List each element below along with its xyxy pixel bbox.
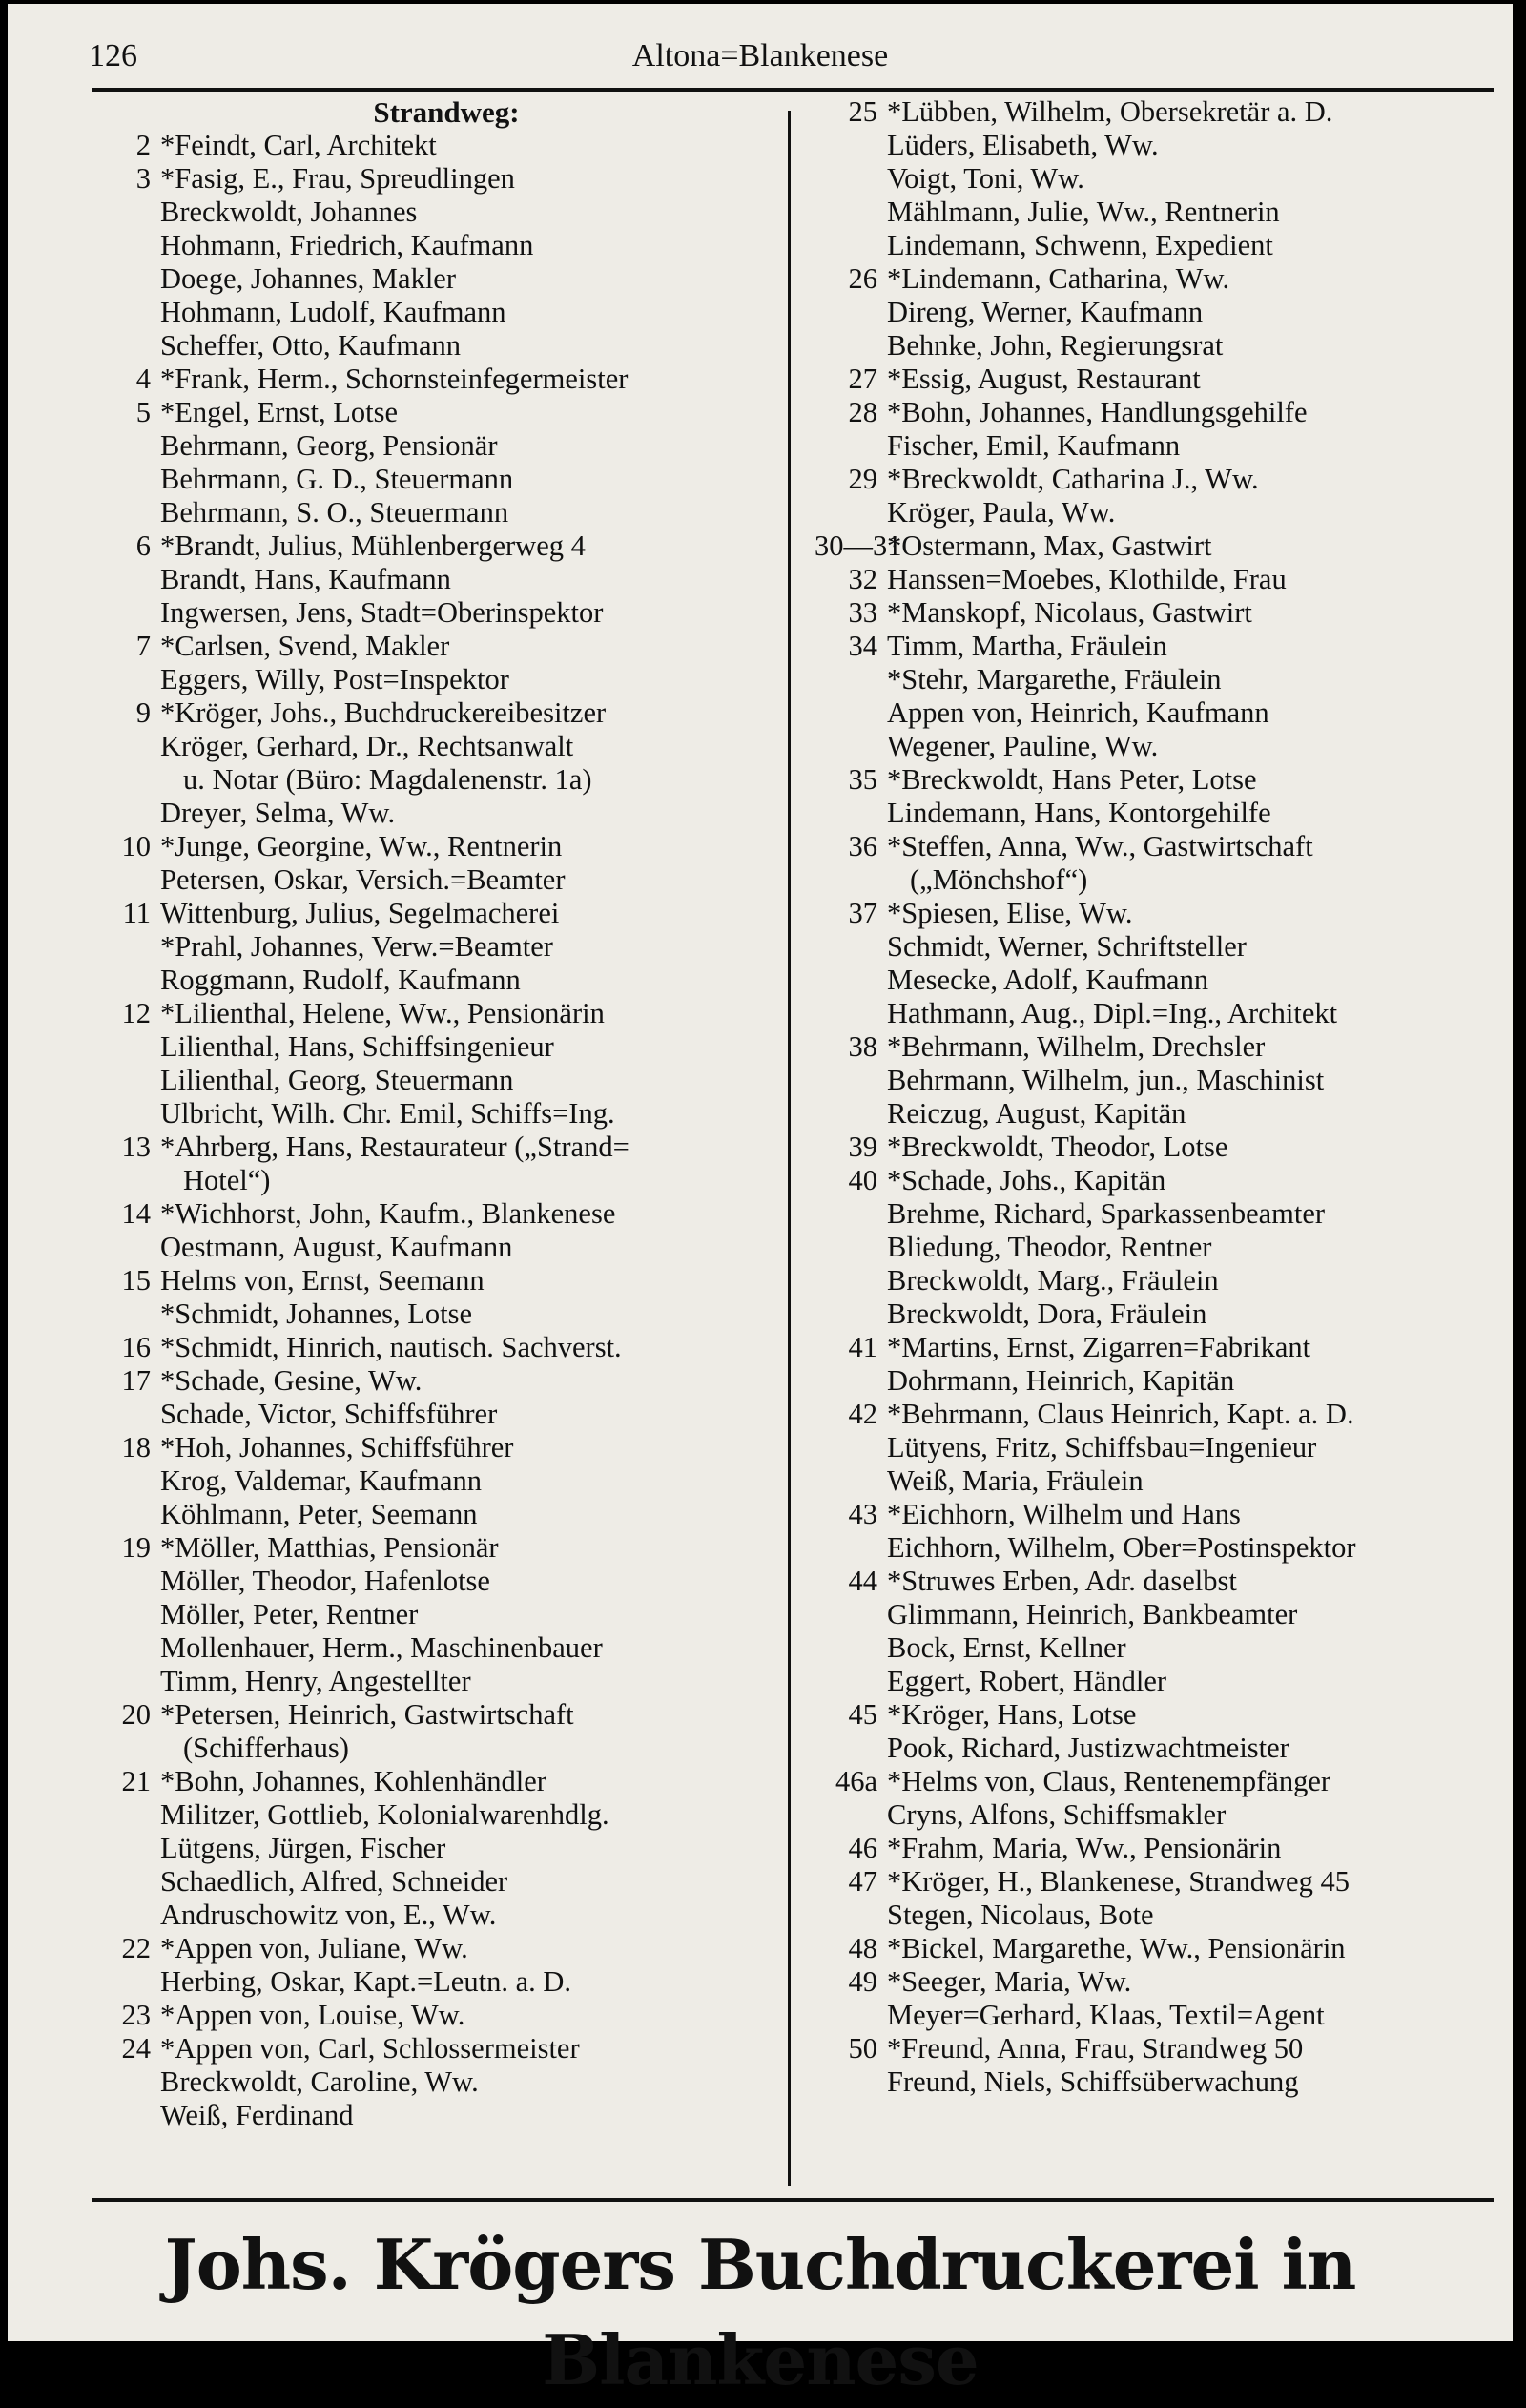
- resident-text: Timm, Henry, Angestellter: [160, 1665, 471, 1697]
- directory-entry: [103, 129, 780, 162]
- directory-entry: [815, 1464, 1501, 1498]
- house-number: 7: [135, 630, 151, 662]
- house-number: 45: [848, 1698, 877, 1731]
- directory-entry: [103, 1331, 780, 1364]
- house-number: 11: [122, 897, 151, 929]
- resident-text: Weiß, Ferdinand: [160, 2099, 354, 2131]
- resident-text: *Hoh, Johannes, Schiffsführer: [160, 1431, 514, 1463]
- left-column: [103, 95, 780, 2132]
- directory-entry: [103, 763, 780, 797]
- directory-entry: [103, 1197, 780, 1231]
- resident-text: Hanssen=Moebes, Klothilde, Frau: [887, 563, 1287, 595]
- resident-text: *Ahrberg, Hans, Restaurateur („Strand=: [160, 1131, 629, 1163]
- resident-text: *Frank, Herm., Schornsteinfegermeister: [160, 363, 629, 395]
- directory-entry: [815, 863, 1501, 897]
- resident-text: *Breckwoldt, Hans Peter, Lotse: [887, 763, 1257, 796]
- directory-entry: [103, 1297, 780, 1331]
- directory-entry: [815, 763, 1501, 797]
- resident-text: *Fasig, E., Frau, Spreudlingen: [160, 162, 515, 195]
- directory-entry: [815, 1231, 1501, 1264]
- resident-text: Breckwoldt, Johannes: [160, 196, 418, 228]
- resident-text: Cryns, Alfons, Schiffsmakler: [887, 1798, 1227, 1831]
- directory-entry: [815, 529, 1501, 563]
- house-number: 12: [121, 997, 151, 1029]
- resident-text: *Behrmann, Wilhelm, Drechsler: [887, 1030, 1266, 1063]
- house-number: 29: [848, 463, 877, 495]
- directory-entry: [103, 1097, 780, 1131]
- house-number: 21: [121, 1765, 151, 1797]
- directory-entry: [815, 363, 1501, 396]
- directory-entry: [815, 1631, 1501, 1665]
- directory-entry: [103, 529, 780, 563]
- directory-entry: [815, 1264, 1501, 1297]
- resident-text: *Spiesen, Elise, Ww.: [887, 897, 1133, 929]
- directory-entry: [815, 1765, 1501, 1798]
- directory-entry: [815, 296, 1501, 329]
- resident-text: *Kröger, Hans, Lotse: [887, 1698, 1137, 1731]
- directory-entry: [103, 1932, 780, 1965]
- house-number: 26: [848, 262, 877, 295]
- directory-entry: [815, 2032, 1501, 2065]
- resident-text: Eichhorn, Wilhelm, Ober=Postinspektor: [887, 1531, 1356, 1564]
- directory-entry: [103, 663, 780, 696]
- resident-text: *Feindt, Carl, Architekt: [160, 129, 437, 161]
- resident-text: *Carlsen, Svend, Makler: [160, 630, 450, 662]
- resident-text: Behnke, John, Regierungsrat: [887, 329, 1224, 362]
- house-number: 5: [135, 396, 151, 428]
- page-number: 126: [89, 38, 137, 73]
- resident-text: Weiß, Maria, Fräulein: [887, 1464, 1144, 1497]
- directory-entry: [103, 1865, 780, 1899]
- resident-text: Lilienthal, Hans, Schiffsingenieur: [160, 1030, 554, 1063]
- directory-entry: [815, 1164, 1501, 1197]
- resident-text: Lindemann, Schwenn, Expedient: [887, 229, 1273, 261]
- directory-entry: [103, 1464, 780, 1498]
- directory-entry: [103, 429, 780, 463]
- resident-text: Voigt, Toni, Ww.: [887, 162, 1084, 195]
- directory-entry: [815, 997, 1501, 1030]
- resident-text: Oestmann, August, Kaufmann: [160, 1231, 513, 1263]
- house-number: 20: [121, 1698, 151, 1731]
- resident-text: Brandt, Hans, Kaufmann: [160, 563, 451, 595]
- directory-entry: [103, 1498, 780, 1531]
- resident-text: Pook, Richard, Justizwachtmeister: [887, 1732, 1289, 1764]
- resident-text: *Frahm, Maria, Ww., Pensionärin: [887, 1832, 1282, 1864]
- directory-entry: [103, 262, 780, 296]
- resident-text: Breckwoldt, Marg., Fräulein: [887, 1264, 1219, 1297]
- resident-text: Fischer, Emil, Kaufmann: [887, 429, 1181, 462]
- resident-text: *Eichhorn, Wilhelm und Hans: [887, 1498, 1241, 1530]
- house-number: 22: [121, 1932, 151, 1964]
- resident-text: *Wichhorst, John, Kaufm., Blankenese: [160, 1197, 616, 1230]
- directory-entry: [103, 1732, 780, 1765]
- directory-entry: [103, 1364, 780, 1398]
- house-number: 34: [848, 630, 877, 662]
- directory-entry: [815, 1732, 1501, 1765]
- directory-entry: [103, 997, 780, 1030]
- resident-text: Bliedung, Theodor, Rentner: [887, 1231, 1212, 1263]
- house-number: 32: [848, 563, 877, 595]
- directory-entry: [103, 1064, 780, 1097]
- column-divider: [788, 111, 791, 2186]
- house-number: 25: [848, 95, 877, 128]
- resident-text: Eggers, Willy, Post=Inspektor: [160, 663, 509, 695]
- house-number: 23: [121, 1999, 151, 2031]
- resident-text: Kröger, Paula, Ww.: [887, 496, 1116, 529]
- directory-entry: [815, 730, 1501, 763]
- resident-text: *Lilienthal, Helene, Ww., Pensionärin: [160, 997, 605, 1029]
- resident-text: *Seeger, Maria, Ww.: [887, 1965, 1132, 1998]
- resident-text: *Junge, Georgine, Ww., Rentnerin: [160, 830, 563, 862]
- resident-text: Brehme, Richard, Sparkassenbeamter: [887, 1197, 1326, 1230]
- house-number: 28: [848, 396, 877, 428]
- house-number: 13: [121, 1131, 151, 1163]
- house-number: 35: [848, 763, 877, 796]
- resident-text: Meyer=Gerhard, Klaas, Textil=Agent: [887, 1999, 1325, 2031]
- directory-entry: [103, 1231, 780, 1264]
- directory-entry: [103, 1264, 780, 1297]
- resident-text: *Brandt, Julius, Mühlenbergerweg 4: [160, 529, 586, 562]
- house-number: 33: [848, 596, 877, 629]
- directory-entry: [103, 2065, 780, 2099]
- resident-text: Dohrmann, Heinrich, Kapitän: [887, 1364, 1235, 1397]
- directory-entry: [103, 1131, 780, 1164]
- resident-text: Direng, Werner, Kaufmann: [887, 296, 1204, 328]
- resident-text: Hohmann, Friedrich, Kaufmann: [160, 229, 534, 261]
- directory-entry: [815, 1598, 1501, 1631]
- directory-entry: [815, 696, 1501, 730]
- directory-entry: [815, 1832, 1501, 1865]
- resident-text: Hohmann, Ludolf, Kaufmann: [160, 296, 506, 328]
- resident-text: *Helms von, Claus, Rentenempfänger: [887, 1765, 1331, 1797]
- resident-text: Behrmann, G. D., Steuermann: [160, 463, 514, 495]
- directory-entry: [815, 1932, 1501, 1965]
- resident-text: Hotel“): [183, 1164, 271, 1196]
- house-number: 17: [121, 1364, 151, 1397]
- directory-entry: [815, 1498, 1501, 1531]
- resident-text: u. Notar (Büro: Magdalenenstr. 1a): [183, 763, 592, 796]
- resident-text: Breckwoldt, Dora, Fräulein: [887, 1297, 1207, 1330]
- resident-text: Herbing, Oskar, Kapt.=Leutn. a. D.: [160, 1965, 572, 1998]
- resident-text: Behrmann, S. O., Steuermann: [160, 496, 509, 529]
- resident-text: Bock, Ernst, Kellner: [887, 1631, 1126, 1664]
- resident-text: Militzer, Gottlieb, Kolonialwarenhdlg.: [160, 1798, 609, 1831]
- resident-text: Mesecke, Adolf, Kaufmann: [887, 964, 1209, 996]
- resident-text: Mollenhauer, Herm., Maschinenbauer: [160, 1631, 603, 1664]
- right-column: [815, 95, 1501, 2099]
- house-number: 2: [135, 129, 151, 161]
- house-number: 18: [121, 1431, 151, 1463]
- house-number: 47: [848, 1865, 877, 1898]
- house-number: 41: [848, 1331, 877, 1363]
- house-number: 38: [848, 1030, 877, 1063]
- resident-text: Stegen, Nicolaus, Bote: [887, 1899, 1154, 1931]
- resident-text: *Stehr, Margarethe, Fräulein: [887, 663, 1222, 695]
- directory-entry: [815, 1899, 1501, 1932]
- directory-entry: [815, 1398, 1501, 1431]
- house-number: 37: [848, 897, 877, 929]
- directory-entry: [815, 1064, 1501, 1097]
- house-number: 39: [848, 1131, 877, 1163]
- directory-entry: [815, 162, 1501, 196]
- directory-entry: [815, 262, 1501, 296]
- directory-entry: [815, 129, 1501, 162]
- directory-entry: [103, 196, 780, 229]
- resident-text: Petersen, Oskar, Versich.=Beamter: [160, 863, 566, 896]
- house-number: 10: [121, 830, 151, 862]
- resident-text: *Kröger, Johs., Buchdruckereibesitzer: [160, 696, 607, 729]
- directory-entry: [103, 1899, 780, 1932]
- resident-text: Köhlmann, Peter, Seemann: [160, 1498, 478, 1530]
- directory-entry: [103, 1565, 780, 1598]
- house-number: 42: [848, 1398, 877, 1430]
- house-number: 4: [135, 363, 151, 395]
- resident-text: Appen von, Heinrich, Kaufmann: [887, 696, 1269, 729]
- directory-entry: [103, 863, 780, 897]
- directory-entry: [103, 1431, 780, 1464]
- resident-text: Helms von, Ernst, Seemann: [160, 1264, 485, 1297]
- directory-entry: [103, 496, 780, 529]
- directory-entry: [815, 1030, 1501, 1064]
- resident-text: Lütgens, Jürgen, Fischer: [160, 1832, 446, 1864]
- directory-entry: [815, 1297, 1501, 1331]
- house-number: 6: [135, 529, 151, 562]
- directory-entry: [103, 1598, 780, 1631]
- street-heading: [103, 95, 780, 129]
- resident-text: (Schifferhaus): [183, 1732, 349, 1764]
- directory-entry: [815, 1565, 1501, 1598]
- resident-text: Roggmann, Rudolf, Kaufmann: [160, 964, 521, 996]
- header-rule: [92, 88, 1494, 92]
- house-number: 16: [121, 1331, 151, 1363]
- directory-entry: [815, 1798, 1501, 1832]
- resident-text: *Breckwoldt, Theodor, Lotse: [887, 1131, 1228, 1163]
- house-number: 46: [848, 1832, 877, 1864]
- directory-entry: [103, 329, 780, 363]
- resident-text: *Prahl, Johannes, Verw.=Beamter: [160, 930, 553, 963]
- directory-entry: [815, 1698, 1501, 1732]
- street-name: Strandweg:: [373, 95, 520, 129]
- resident-text: *Behrmann, Claus Heinrich, Kapt. a. D.: [887, 1398, 1354, 1430]
- directory-entry: [103, 1164, 780, 1197]
- directory-entry: [103, 897, 780, 930]
- resident-text: *Schade, Johs., Kapitän: [887, 1164, 1166, 1196]
- resident-text: Schmidt, Werner, Schriftsteller: [887, 930, 1247, 963]
- resident-text: Ulbricht, Wilh. Chr. Emil, Schiffs=Ing.: [160, 1097, 615, 1130]
- directory-entry: [103, 563, 780, 596]
- resident-text: Hathmann, Aug., Dipl.=Ing., Architekt: [887, 997, 1338, 1029]
- directory-entry: [815, 1965, 1501, 1999]
- resident-text: *Appen von, Juliane, Ww.: [160, 1932, 468, 1964]
- directory-entry: [103, 964, 780, 997]
- directory-entry: [815, 1331, 1501, 1364]
- resident-text: *Möller, Matthias, Pensionär: [160, 1531, 499, 1564]
- house-number: 46a: [835, 1765, 877, 1797]
- resident-text: Breckwoldt, Caroline, Ww.: [160, 2065, 479, 2098]
- page-header-title: Altona=Blankenese: [631, 38, 889, 73]
- directory-entry: [103, 1665, 780, 1698]
- house-number: 15: [121, 1264, 151, 1297]
- directory-entry: [815, 2065, 1501, 2099]
- directory-entry: [103, 1832, 780, 1865]
- resident-text: Timm, Martha, Fräulein: [887, 630, 1167, 662]
- resident-text: Glimmann, Heinrich, Bankbeamter: [887, 1598, 1298, 1630]
- directory-entry: [815, 1097, 1501, 1131]
- house-number: 19: [121, 1531, 151, 1564]
- resident-text: Wegener, Pauline, Ww.: [887, 730, 1159, 762]
- directory-entry: [815, 663, 1501, 696]
- directory-entry: [103, 1765, 780, 1798]
- directory-entry: [103, 463, 780, 496]
- resident-text: *Bohn, Johannes, Kohlenhändler: [160, 1765, 546, 1797]
- resident-text: Reiczug, August, Kapitän: [887, 1097, 1186, 1130]
- resident-text: *Bohn, Johannes, Handlungsgehilfe: [887, 396, 1308, 428]
- resident-text: Lüders, Elisabeth, Ww.: [887, 129, 1159, 161]
- directory-entry: [815, 930, 1501, 964]
- directory-entry: [103, 730, 780, 763]
- directory-entry: [815, 1431, 1501, 1464]
- house-number: 36: [848, 830, 877, 862]
- resident-text: („Mönchshof“): [910, 863, 1088, 896]
- house-number: 49: [848, 1965, 877, 1998]
- resident-text: *Lindemann, Catharina, Ww.: [887, 262, 1230, 295]
- directory-entry: [103, 596, 780, 630]
- house-number: 3: [135, 162, 151, 195]
- resident-text: *Appen von, Louise, Ww.: [160, 1999, 465, 2031]
- directory-entry: [815, 1865, 1501, 1899]
- resident-text: *Martins, Ernst, Zigarren=Fabrikant: [887, 1331, 1311, 1363]
- house-number: 14: [121, 1197, 151, 1230]
- directory-entry: [103, 363, 780, 396]
- directory-entry: [103, 2099, 780, 2132]
- resident-text: Dreyer, Selma, Ww.: [160, 797, 396, 829]
- directory-entry: [815, 797, 1501, 830]
- resident-text: Krog, Valdemar, Kaufmann: [160, 1464, 483, 1497]
- directory-entry: [815, 196, 1501, 229]
- resident-text: Doege, Johannes, Makler: [160, 262, 456, 295]
- resident-text: *Petersen, Heinrich, Gastwirtschaft: [160, 1698, 574, 1731]
- resident-text: *Appen von, Carl, Schlossermeister: [160, 2032, 580, 2065]
- resident-text: *Ostermann, Max, Gastwirt: [887, 529, 1212, 562]
- resident-text: Scheffer, Otto, Kaufmann: [160, 329, 461, 362]
- directory-entry: [103, 830, 780, 863]
- resident-text: Freund, Niels, Schiffsüberwachung: [887, 2065, 1299, 2098]
- resident-text: Lilienthal, Georg, Steuermann: [160, 1064, 514, 1096]
- directory-entry: [815, 630, 1501, 663]
- resident-text: *Engel, Ernst, Lotse: [160, 396, 399, 428]
- resident-text: *Steffen, Anna, Ww., Gastwirtschaft: [887, 830, 1313, 862]
- resident-text: *Struwes Erben, Adr. daselbst: [887, 1565, 1237, 1597]
- resident-text: *Essig, August, Restaurant: [887, 363, 1201, 395]
- directory-entry: [815, 496, 1501, 529]
- directory-entry: [103, 162, 780, 196]
- house-number: 40: [848, 1164, 877, 1196]
- directory-entry: [103, 396, 780, 429]
- directory-entry: [103, 296, 780, 329]
- resident-text: Möller, Theodor, Hafenlotse: [160, 1565, 490, 1597]
- resident-text: *Schade, Gesine, Ww.: [160, 1364, 423, 1397]
- directory-entry: [815, 1531, 1501, 1565]
- directory-entry: [815, 897, 1501, 930]
- footer-rule: [92, 2198, 1494, 2202]
- resident-text: Lindemann, Hans, Kontorgehilfe: [887, 797, 1271, 829]
- resident-text: Schaedlich, Alfred, Schneider: [160, 1865, 508, 1898]
- directory-entry: [815, 429, 1501, 463]
- resident-text: Mählmann, Julie, Ww., Rentnerin: [887, 196, 1280, 228]
- resident-text: Andruschowitz von, E., Ww.: [160, 1899, 497, 1931]
- directory-entry: [103, 1965, 780, 1999]
- resident-text: Ingwersen, Jens, Stadt=Oberinspektor: [160, 596, 604, 629]
- house-number: 27: [848, 363, 877, 395]
- directory-entry: [103, 229, 780, 262]
- directory-entry: [103, 630, 780, 663]
- directory-page: [8, 4, 1513, 2400]
- resident-text: Eggert, Robert, Händler: [887, 1665, 1167, 1697]
- directory-entry: [815, 1665, 1501, 1698]
- directory-entry: [815, 1131, 1501, 1164]
- resident-text: *Schmidt, Johannes, Lotse: [160, 1297, 472, 1330]
- resident-text: *Manskopf, Nicolaus, Gastwirt: [887, 596, 1252, 629]
- directory-entry: [103, 1798, 780, 1832]
- directory-entry: [815, 830, 1501, 863]
- directory-entry: [815, 396, 1501, 429]
- directory-entry: [815, 229, 1501, 262]
- house-number: 50: [848, 2032, 877, 2065]
- directory-entry: [815, 1197, 1501, 1231]
- directory-entry: [103, 1398, 780, 1431]
- directory-entry: [815, 563, 1501, 596]
- resident-text: Wittenburg, Julius, Segelmacherei: [160, 897, 560, 929]
- house-number: 48: [848, 1932, 877, 1964]
- directory-entry: [815, 964, 1501, 997]
- resident-text: Möller, Peter, Rentner: [160, 1598, 419, 1630]
- resident-text: Behrmann, Georg, Pensionär: [160, 429, 498, 462]
- directory-entry: [815, 463, 1501, 496]
- resident-text: Lütyens, Fritz, Schiffsbau=Ingenieur: [887, 1431, 1317, 1463]
- footer-advert: Johs. Krögers Buchdruckerei in Blankenese: [164, 2224, 1356, 2400]
- resident-text: *Lübben, Wilhelm, Obersekretär a. D.: [887, 95, 1333, 128]
- resident-text: *Breckwoldt, Catharina J., Ww.: [887, 463, 1259, 495]
- directory-entry: [815, 1999, 1501, 2032]
- directory-entry: [103, 1030, 780, 1064]
- directory-entry: [103, 930, 780, 964]
- house-number: 44: [848, 1565, 877, 1597]
- directory-entry: [815, 1364, 1501, 1398]
- directory-entry: [815, 95, 1501, 129]
- directory-entry: [103, 696, 780, 730]
- directory-entry: [103, 1631, 780, 1665]
- resident-text: *Bickel, Margarethe, Ww., Pensionärin: [887, 1932, 1346, 1964]
- directory-entry: [103, 1999, 780, 2032]
- resident-text: Behrmann, Wilhelm, jun., Maschinist: [887, 1064, 1325, 1096]
- house-number: 24: [121, 2032, 151, 2065]
- directory-entry: [103, 1531, 780, 1565]
- resident-text: Kröger, Gerhard, Dr., Rechtsanwalt: [160, 730, 574, 762]
- house-number: 9: [135, 696, 151, 729]
- directory-entry: [103, 797, 780, 830]
- resident-text: *Kröger, H., Blankenese, Strandweg 45: [887, 1865, 1350, 1898]
- directory-entry: [103, 1698, 780, 1732]
- directory-entry: [815, 329, 1501, 363]
- resident-text: Schade, Victor, Schiffsführer: [160, 1398, 498, 1430]
- directory-entry: [815, 596, 1501, 630]
- directory-entry: [103, 2032, 780, 2065]
- resident-text: *Schmidt, Hinrich, nautisch. Sachverst.: [160, 1331, 622, 1363]
- house-number: 30—31: [815, 529, 902, 562]
- house-number: 43: [848, 1498, 877, 1530]
- resident-text: *Freund, Anna, Frau, Strandweg 50: [887, 2032, 1304, 2065]
